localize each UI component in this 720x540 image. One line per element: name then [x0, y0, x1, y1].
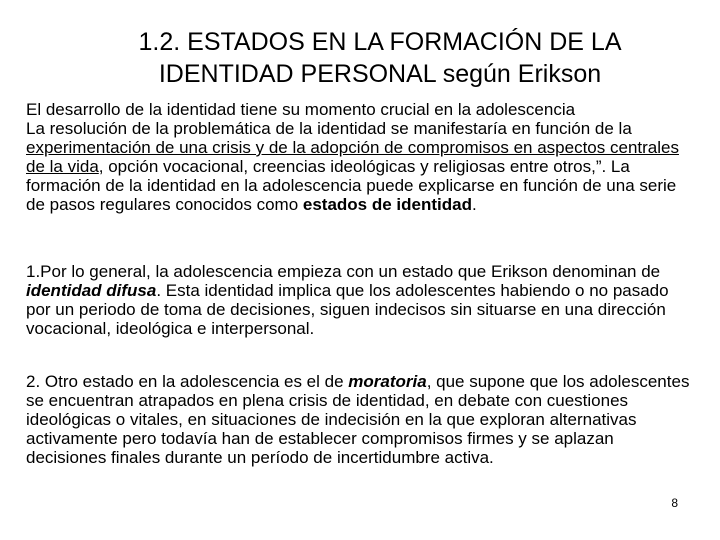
intro-first-line: El desarrollo de la identidad tiene su momento crucial en la adolescencia — [26, 100, 576, 119]
item2-text-start: 2. Otro estado en la adolescencia es el de — [26, 372, 349, 391]
diffuse-identity-term: identidad difusa — [26, 281, 157, 300]
identity-states-term: estados de identidad — [302, 195, 472, 214]
moratorium-term: moratoria — [348, 372, 427, 391]
intro-paragraph — [26, 100, 696, 214]
intro-underlined-text: experimentación de una crisis y de la adopción de compromisos en aspectos centrales de la vida — [26, 138, 679, 176]
diffuse-identity-paragraph — [26, 262, 696, 338]
intro-text-end: . — [471, 195, 477, 214]
intro-text-start: La resolución de la problemática de la identidad se manifestaría en función de la — [26, 119, 632, 138]
item1-text-start: 1.Por lo general, la adolescencia empieza con un estado que Erikson denominan de — [26, 262, 661, 281]
moratorium-paragraph — [26, 372, 696, 467]
slide-title-line-1: 1.2. ESTADOS EN LA FORMACIÓN DE LA — [138, 28, 622, 56]
item1-text-end: . Esta identidad implica que los adolescentes habiendo o no pasado por un periodo de toma de decisiones, siguen indecisos sin situarse en una dirección vocacional, ideológica e interpersonal. — [26, 281, 669, 338]
slide-title — [40, 26, 720, 90]
item2-text-end: , que supone que los adolescentes se encuentran atrapados en plena crisis de identidad, en debate con cuestiones ideológicas o vitales, en situaciones de indecisión en la que exploran alternativas activamente pero todavía han de establecer compromisos firmes y se aplazan decisiones finales durante un período de incertidumbre activa. — [26, 372, 690, 467]
slide-title-line-2: IDENTIDAD PERSONAL según Erikson — [158, 60, 602, 88]
intro-text-middle: , opción vocacional, creencias ideológicas y religiosas entre otros,”. La formación de la identidad en la adolescencia puede explicarse en función de una serie de pasos regulares conocidos como — [26, 157, 677, 214]
page-number: 8 — [671, 496, 678, 510]
